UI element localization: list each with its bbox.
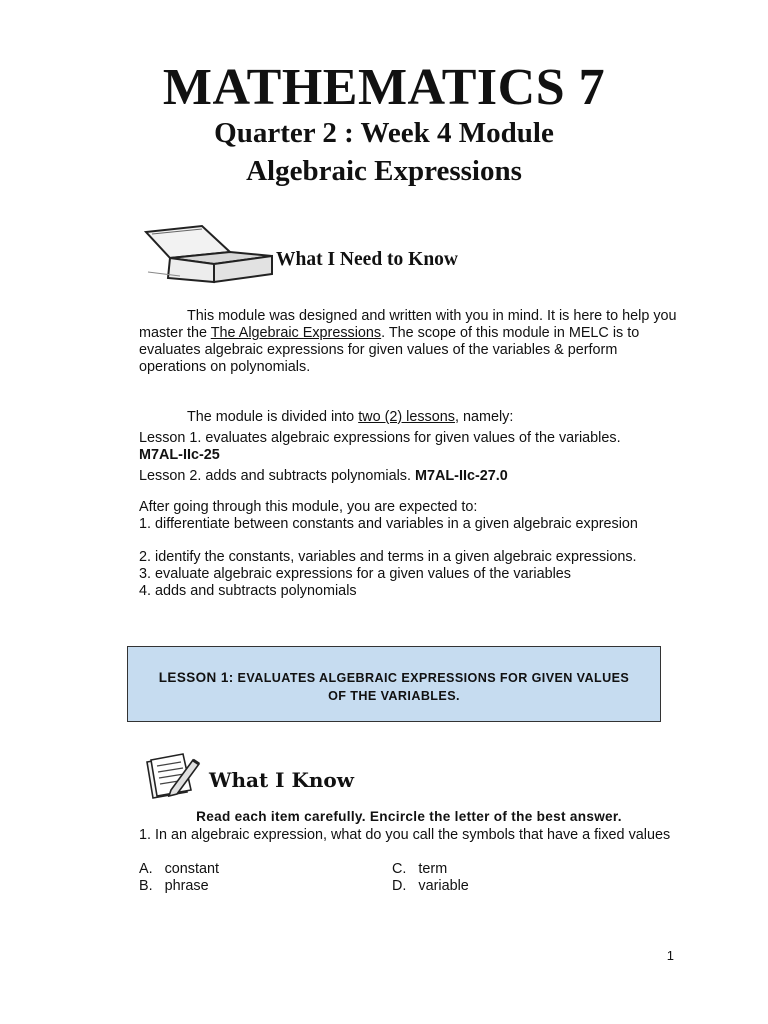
open-box-icon [140, 222, 276, 284]
page-number: 1 [666, 948, 674, 963]
choice-text: constant [164, 861, 220, 877]
choice-d [392, 878, 469, 894]
choice-b [139, 878, 209, 894]
lesson-title-line2: OF THE VARIABLES. [328, 689, 460, 703]
lessons-intro [139, 409, 679, 426]
page-title: MATHEMATICS 7 [162, 59, 606, 116]
objective-item: 1. differentiate between constants and variables in a given algebraic expresion [139, 516, 638, 532]
lessons-count: two (2) lessons [358, 409, 455, 425]
objective-item: 4. adds and subtracts polynomials [139, 583, 357, 599]
lesson1-code: M7AL-IIc-25 [139, 447, 220, 463]
intro-text-end: . The scope of this module in MELC is to evaluates algebraic expressions for given values of the variables & perform operations on polynomials. [139, 325, 640, 375]
lesson2-text: Lesson 2. adds and subtracts polynomials. [139, 468, 415, 484]
question-1: 1. In an algebraic expression, what do you call the symbols that have a fixed values [139, 827, 671, 843]
section-heading-what-i-know: What I Know [209, 768, 354, 792]
choice-a [139, 861, 219, 877]
choice-letter: D. [392, 878, 407, 894]
choice-letter: C. [392, 861, 407, 877]
instructions: Read each item carefully. Encircle the letter of the best answer. [196, 809, 622, 824]
topic-underline: The Algebraic Expressions [210, 325, 382, 341]
objective-item: 2. identify the constants, variables and terms in a given algebraic expressions. [139, 549, 637, 565]
choice-text: term [418, 861, 448, 877]
lesson-title-line1: EVALUATES ALGEBRAIC EXPRESSIONS FOR GIVEN VALUES [233, 671, 630, 685]
expectations-intro: After going through this module, you are expected to: [139, 499, 478, 515]
choice-letter: B. [139, 878, 153, 894]
section-heading-need-to-know: What I Need to Know [276, 249, 459, 270]
intro-paragraph [139, 308, 679, 376]
lesson-label: LESSON 1: [158, 670, 234, 685]
choice-letter: A. [139, 861, 153, 877]
module-subtitle: Quarter 2 : Week 4 Module [214, 117, 554, 149]
module-topic: Algebraic Expressions [246, 155, 522, 187]
lessons-intro-suffix: , namely: [454, 409, 514, 425]
lesson1-line: Lesson 1. evaluates algebraic expressions for given values of the variables. [139, 430, 621, 446]
intro-text-start: This module was designed and written with you in mind. It is here to help you master the [139, 308, 677, 341]
choice-text: phrase [164, 878, 209, 894]
lesson2-line [139, 468, 679, 485]
objective-item: 3. evaluate algebraic expressions for a given values of the variables [139, 566, 571, 582]
choice-c [392, 861, 447, 877]
lessons-intro-text: The module is divided into [187, 409, 359, 425]
notepad-pencil-icon [143, 752, 203, 802]
lesson2-code: M7AL-IIc-27.0 [414, 468, 508, 484]
choice-text: variable [418, 878, 469, 894]
lesson-banner [127, 646, 661, 722]
